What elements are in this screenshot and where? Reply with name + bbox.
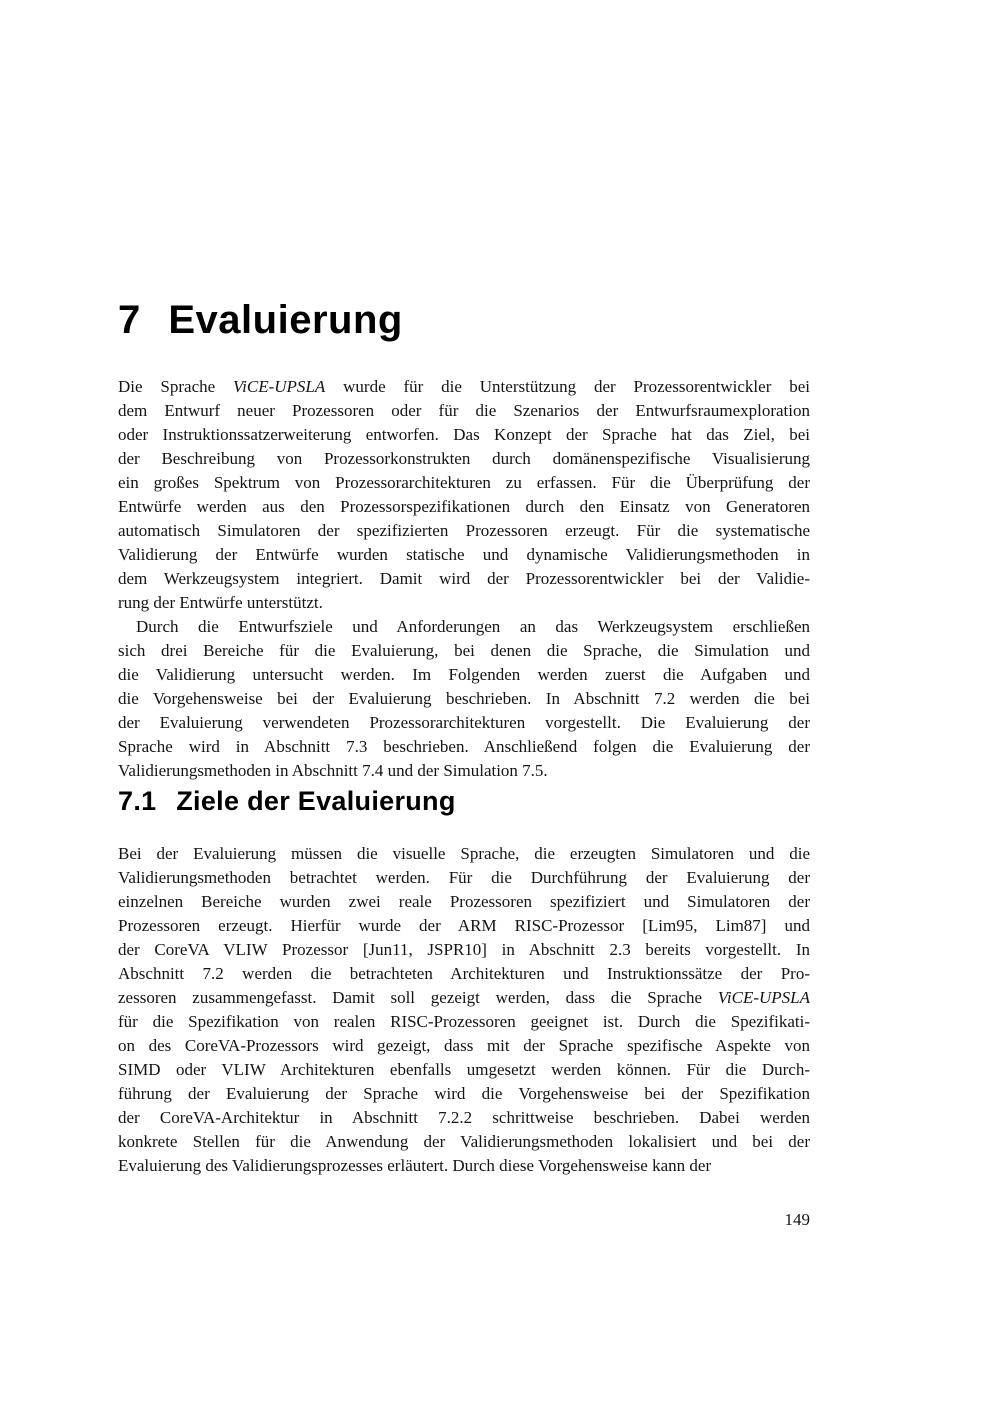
section-title: Ziele der Evaluierung	[176, 786, 456, 816]
text-line: Evaluierung des Validierungsprozesses erläutert. Durch diese Vorgehensweise kann der	[118, 1156, 712, 1175]
text-line: führung der Evaluierung der Sprache wird die Vorgehensweise bei der Spezifikation	[118, 1084, 810, 1103]
text-line: Entwürfe werden aus den Prozessorspezifikationen durch den Einsatz von Generatoren	[118, 497, 810, 516]
text-line: Validierungsmethoden betrachtet werden. Für die Durchführung der Evaluierung der	[118, 868, 810, 887]
text-line: Die Sprache ViCE-UPSLA wurde für die Unterstützung der Prozessorentwickler bei	[118, 377, 810, 396]
text-line: zessoren zusammengefasst. Damit soll gezeigt werden, dass die Sprache ViCE-UPSLA	[118, 988, 810, 1007]
text-line: die Vorgehensweise bei der Evaluierung beschrieben. In Abschnitt 7.2 werden die bei	[118, 689, 810, 708]
text-line: on des CoreVA-Prozessors wird gezeigt, dass mit der Sprache spezifische Aspekte von	[118, 1036, 810, 1055]
section-text	[118, 842, 810, 1178]
page-number: 149	[784, 1210, 810, 1229]
text-line: Abschnitt 7.2 werden die betrachteten Architekturen und Instruktionssätze der Pro-	[118, 964, 810, 983]
chapter-heading	[118, 296, 403, 344]
paragraph-3	[118, 842, 810, 1178]
text-line: SIMD oder VLIW Architekturen ebenfalls umgesetzt werden können. Für die Durch-	[118, 1060, 810, 1079]
text-line: Validierungsmethoden in Abschnitt 7.4 und der Simulation 7.5.	[118, 761, 548, 780]
text-line: rung der Entwürfe unterstützt.	[118, 593, 323, 612]
text-line: der Beschreibung von Prozessorkonstrukten durch domänenspezifische Visualisierung	[118, 449, 810, 468]
text-line: Prozessoren erzeugt. Hierfür wurde der ARM RISC-Prozessor [Lim95, Lim87] und	[118, 916, 810, 935]
text-line: Validierung der Entwürfe wurden statische und dynamische Validierungsmethoden in	[118, 545, 810, 564]
text-line: konkrete Stellen für die Anwendung der Validierungsmethoden lokalisiert und bei der	[118, 1132, 810, 1151]
text-line: der CoreVA VLIW Prozessor [Jun11, JSPR10] in Abschnitt 2.3 bereits vorgestellt. In	[118, 940, 810, 959]
text-line: Durch die Entwurfsziele und Anforderungen an das Werkzeugsystem erschließen	[136, 617, 810, 636]
section-heading	[118, 784, 456, 818]
paragraph-1	[118, 375, 810, 615]
text-line: dem Werkzeugsystem integriert. Damit wird der Prozessorentwickler bei der Validie-	[118, 569, 810, 588]
text-line: automatisch Simulatoren der spezifizierten Prozessoren erzeugt. Für die systematische	[118, 521, 810, 540]
chapter-intro-text	[118, 375, 810, 783]
text-line: der Evaluierung verwendeten Prozessorarchitekturen vorgestellt. Die Evaluierung der	[118, 713, 810, 732]
text-line: Sprache wird in Abschnitt 7.3 beschrieben. Anschließend folgen die Evaluierung der	[118, 737, 810, 756]
text-line: Bei der Evaluierung müssen die visuelle Sprache, die erzeugten Simulatoren und die	[118, 844, 810, 863]
section-number: 7.1	[118, 786, 157, 816]
text-line: der CoreVA-Architektur in Abschnitt 7.2.2 schrittweise beschrieben. Dabei werden	[118, 1108, 810, 1127]
text-line: einzelnen Bereiche wurden zwei reale Prozessoren spezifiziert und Simulatoren der	[118, 892, 810, 911]
text-line: für die Spezifikation von realen RISC-Prozessoren geeignet ist. Durch die Spezifikati-	[118, 1012, 810, 1031]
text-line: oder Instruktionssatzerweiterung entworfen. Das Konzept der Sprache hat das Ziel, bei	[118, 425, 810, 444]
paragraph-2	[118, 615, 810, 783]
chapter-number: 7	[118, 298, 141, 342]
text-line: dem Entwurf neuer Prozessoren oder für die Szenarios der Entwurfsraumexploration	[118, 401, 810, 420]
chapter-title: Evaluierung	[168, 298, 403, 342]
text-line: die Validierung untersucht werden. Im Folgenden werden zuerst die Aufgaben und	[118, 665, 810, 684]
text-line: ein großes Spektrum von Prozessorarchitekturen zu erfassen. Für die Überprüfung der	[118, 473, 810, 492]
text-line: sich drei Bereiche für die Evaluierung, bei denen die Sprache, die Simulation und	[118, 641, 810, 660]
